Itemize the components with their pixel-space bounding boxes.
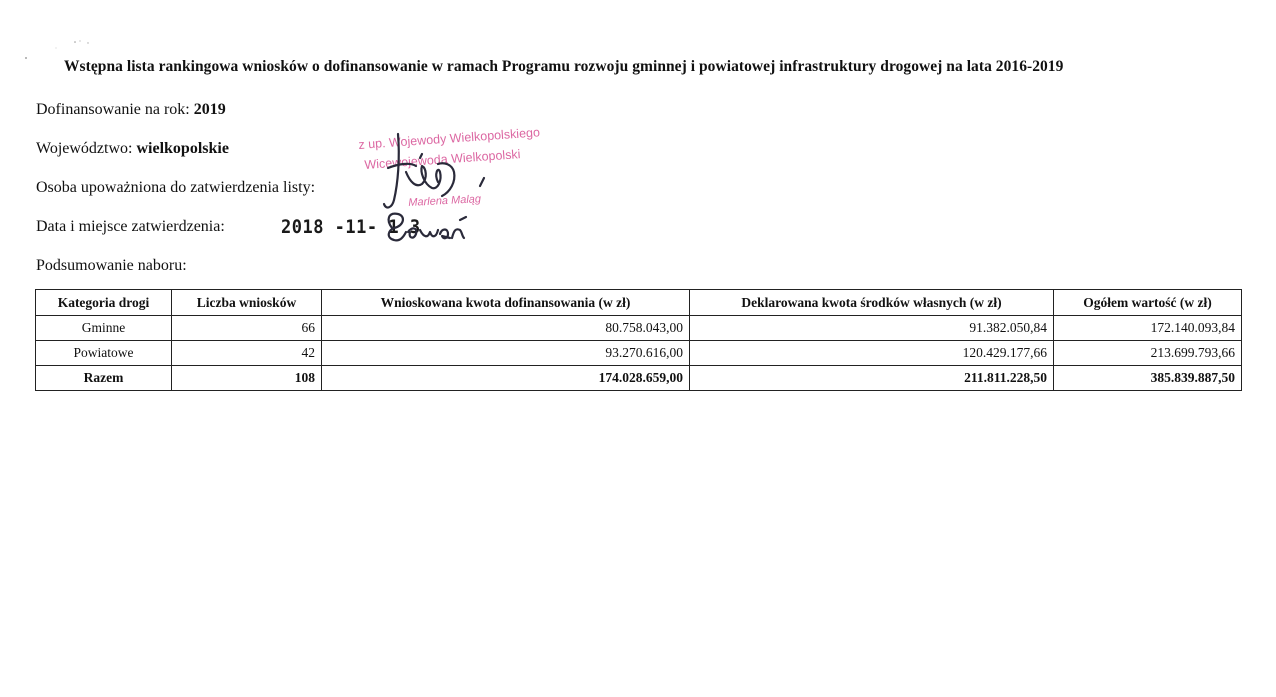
applications-summary-table [35, 289, 1242, 391]
table-row [36, 341, 1242, 366]
funding-year-label: Dofinansowanie na rok: [36, 101, 190, 118]
header-application-count: Liczba wniosków [172, 290, 322, 316]
official-stamp-line-2: Wicewojewoda Wielkopolski [364, 147, 521, 172]
header-requested-amount: Wnioskowana kwota dofinansowania (w zł) [322, 290, 690, 316]
table-row [36, 316, 1242, 341]
header-road-category: Kategoria drogi [36, 290, 172, 316]
total-own-funds-cell: 211.811.228,50 [690, 366, 1054, 391]
header-total-value: Ogółem wartość (w zł) [1054, 290, 1242, 316]
total-count-cell: 108 [172, 366, 322, 391]
application-count-cell: 42 [172, 341, 322, 366]
document-title: Wstępna lista rankingowa wniosków o dofinansowanie w ramach Programu rozwoju gminnej i powiatowej infrastruktury drogowej na lata 2016-2019 [64, 58, 1064, 75]
summary-label: Podsumowanie naboru: [36, 257, 187, 274]
road-category-cell: Powiatowe [36, 341, 172, 366]
application-count-cell: 66 [172, 316, 322, 341]
requested-amount-cell: 80.758.043,00 [322, 316, 690, 341]
table-header-row [36, 290, 1242, 316]
funding-year-value: 2019 [193, 101, 226, 118]
total-category-cell: Razem [36, 366, 172, 391]
total-value-cell: 213.699.793,66 [1054, 341, 1242, 366]
header-own-funds: Deklarowana kwota środków własnych (w zł) [690, 290, 1054, 316]
approval-date-stamp: 2018 -11- 1 3 [281, 216, 421, 239]
authorized-person-label: Osoba upoważniona do zatwierdzenia listy: [36, 179, 316, 196]
region-field [36, 140, 229, 158]
official-stamp-line-1: z up. Wojewody Wielkopolskiego [358, 125, 541, 152]
region-label: Województwo: [36, 140, 133, 157]
total-requested-cell: 174.028.659,00 [322, 366, 690, 391]
road-category-cell: Gminne [36, 316, 172, 341]
total-value-cell: 172.140.093,84 [1054, 316, 1242, 341]
own-funds-cell: 91.382.050,84 [690, 316, 1054, 341]
funding-year-field [36, 101, 226, 119]
table-total-row [36, 366, 1242, 391]
official-stamp-name: Marlena Maląg [408, 193, 482, 209]
requested-amount-cell: 93.270.616,00 [322, 341, 690, 366]
approval-date-label: Data i miejsce zatwierdzenia: [36, 218, 225, 235]
authorized-person-field [36, 179, 315, 197]
grand-total-cell: 385.839.887,50 [1054, 366, 1242, 391]
approval-date-field [36, 218, 225, 236]
own-funds-cell: 120.429.177,66 [690, 341, 1054, 366]
region-value: wielkopolskie [136, 140, 229, 157]
